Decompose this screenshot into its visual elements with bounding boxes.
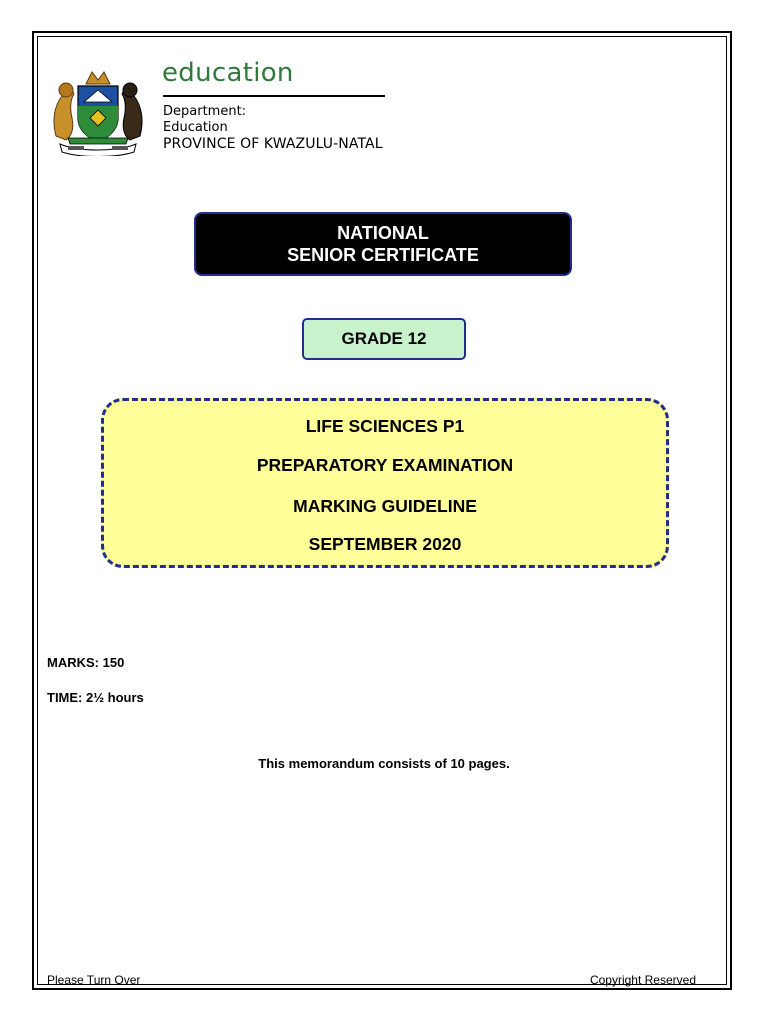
document-type: MARKING GUIDELINE — [293, 496, 477, 516]
education-logo-text: education — [162, 58, 294, 88]
certificate-line-2: SENIOR CERTIFICATE — [287, 245, 479, 265]
province-name: PROVINCE OF KWAZULU-NATAL — [163, 136, 383, 152]
certificate-title-box — [194, 212, 572, 276]
exam-date: SEPTEMBER 2020 — [308, 534, 462, 554]
footer-copyright: Copyright Reserved — [589, 973, 696, 987]
marks-info: MARKS: 150 — [47, 655, 125, 670]
footer-turn-over: Please Turn Over — [47, 973, 141, 987]
page-count-note: This memorandum consists of 10 pages. — [258, 756, 510, 771]
department-name: Education — [163, 120, 228, 135]
coat-of-arms-icon — [48, 66, 148, 156]
grade-badge: GRADE 12 — [302, 318, 466, 360]
subject-title: LIFE SCIENCES P1 — [305, 416, 465, 436]
certificate-line-1: NATIONAL — [337, 223, 429, 243]
time-info: TIME: 2½ hours — [47, 690, 144, 705]
subject-box — [101, 398, 669, 568]
exam-type: PREPARATORY EXAMINATION — [256, 455, 514, 475]
logo-underline — [163, 95, 385, 97]
department-label: Department: — [163, 104, 247, 119]
